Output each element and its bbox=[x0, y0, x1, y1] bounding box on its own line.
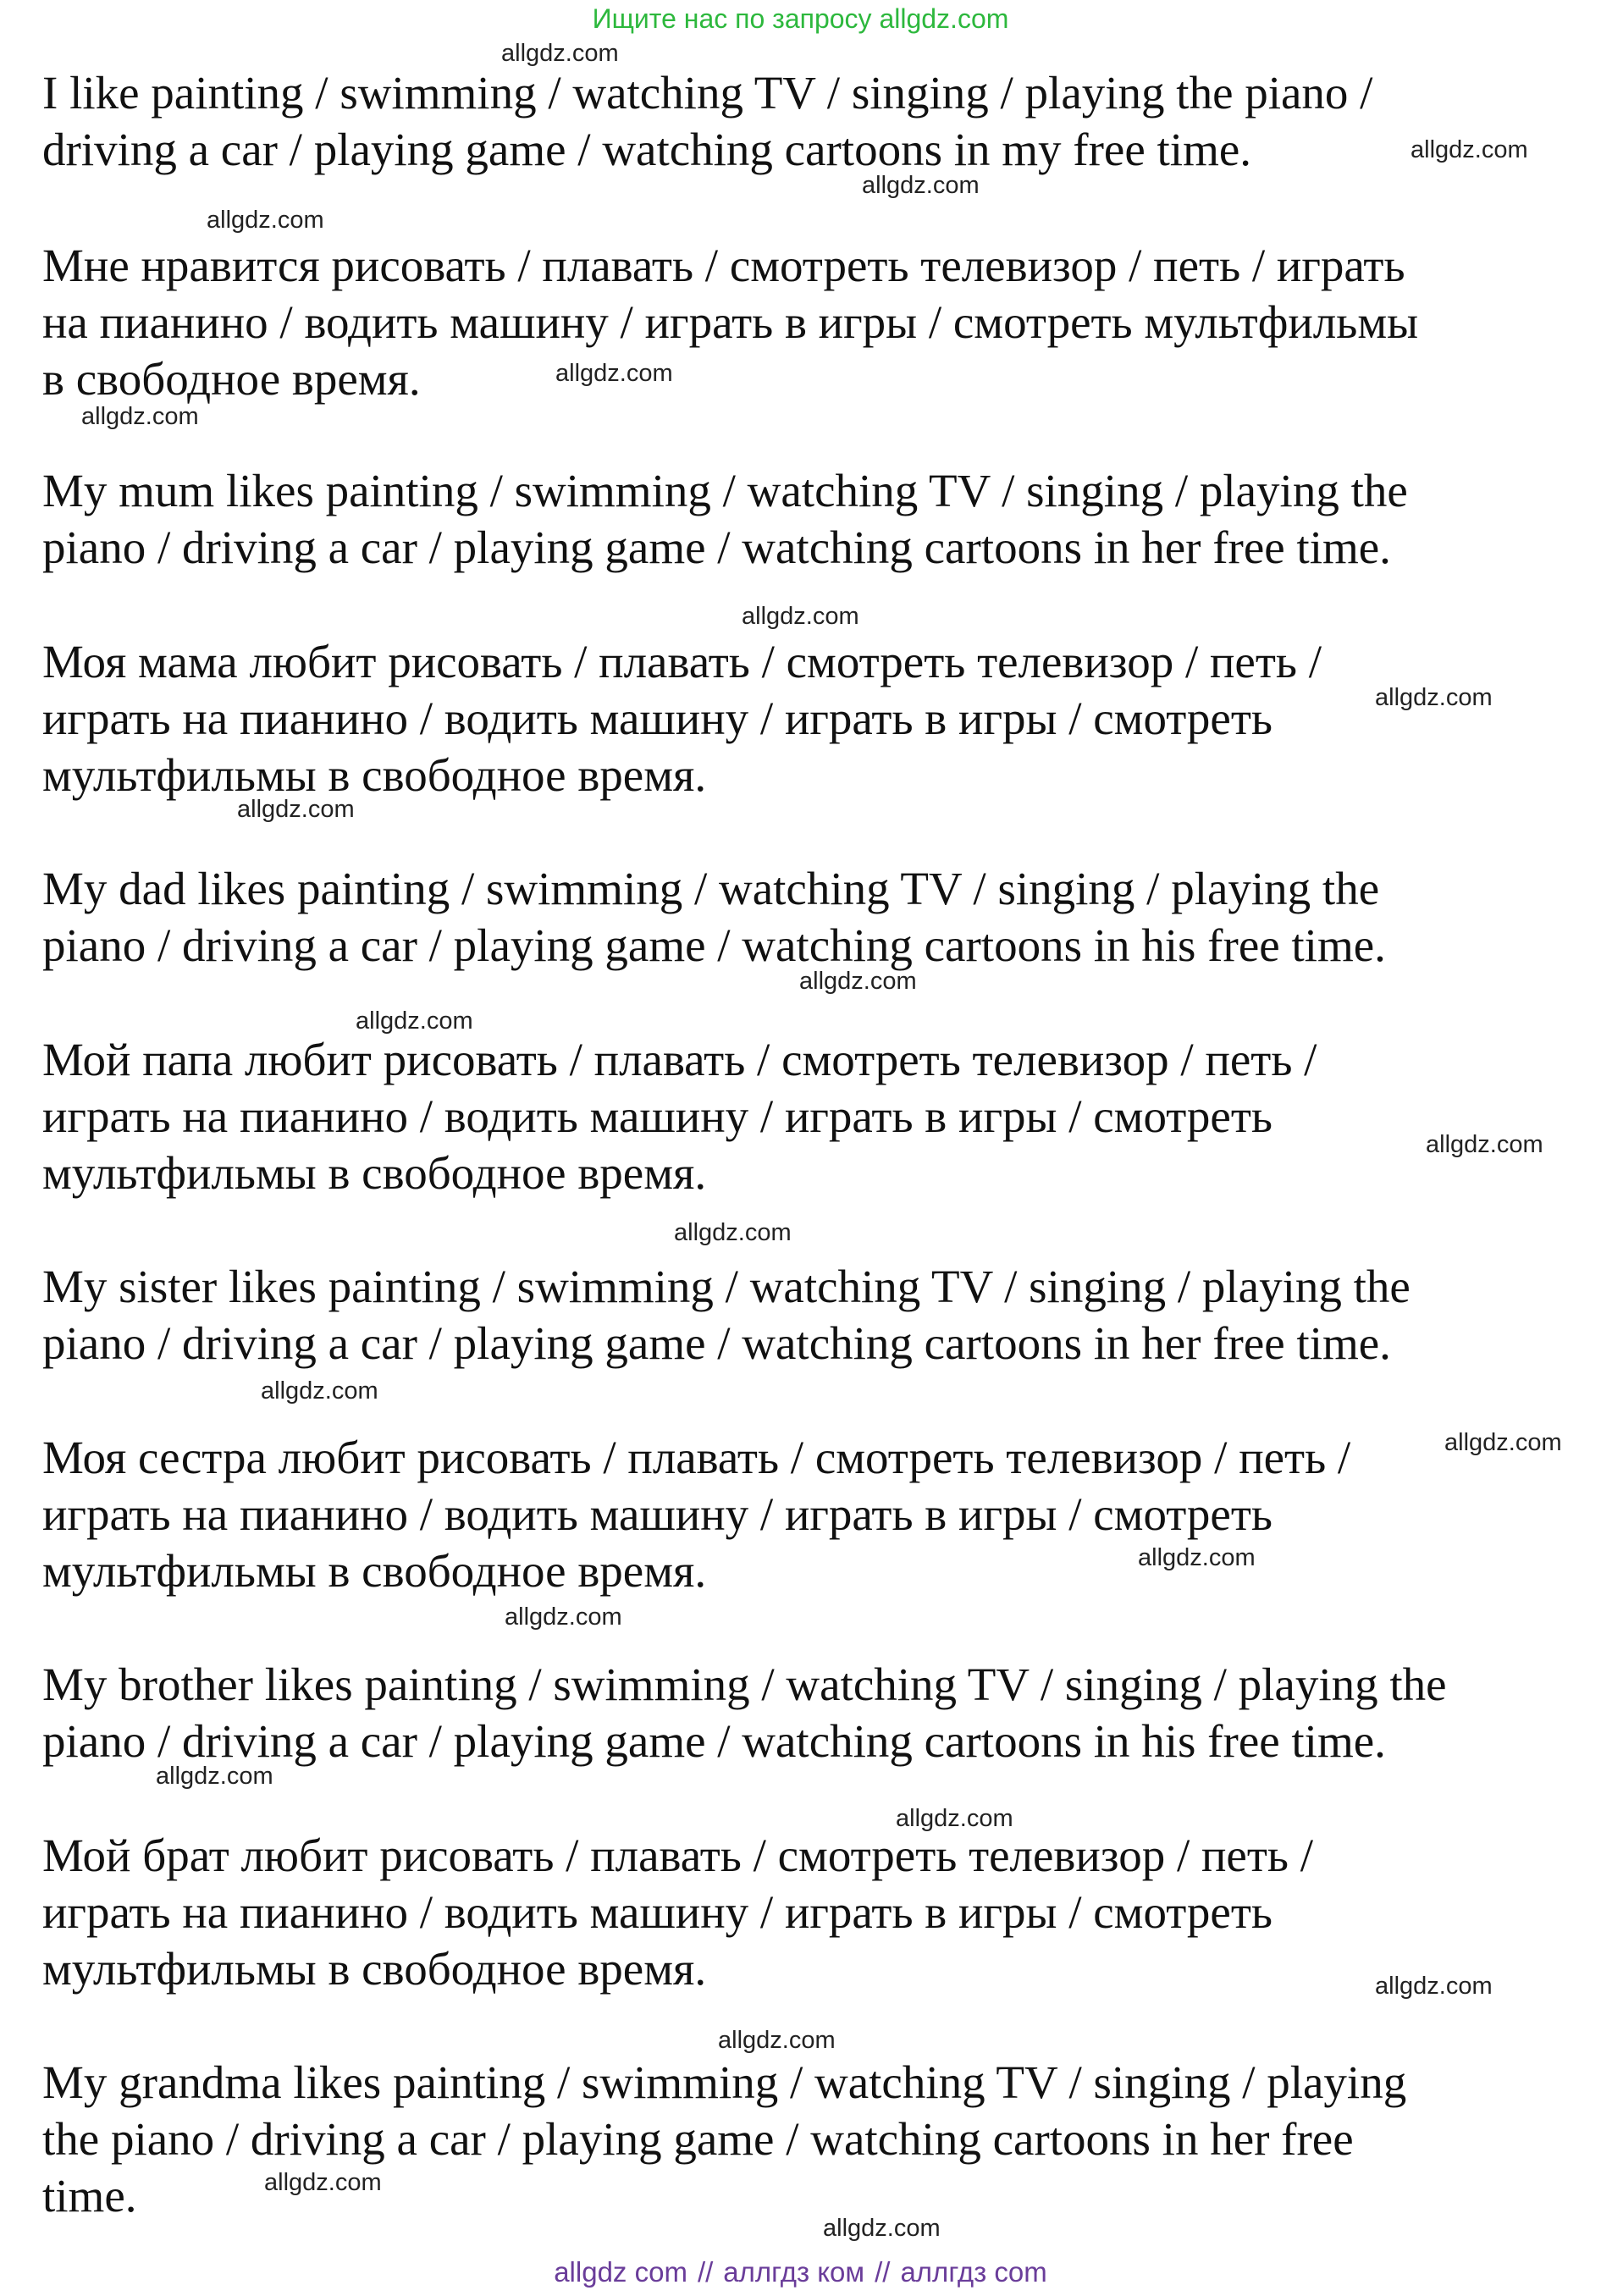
paragraph-2-ru bbox=[42, 633, 1566, 803]
watermark: allgdz.com bbox=[555, 360, 673, 387]
paragraph-5-ru bbox=[42, 1827, 1566, 1997]
text-line: Мне нравится рисовать / плавать / смотреть телевизор / петь / играть bbox=[42, 240, 1405, 291]
footer-link-allgdz-mixed[interactable]: аллгдз com bbox=[900, 2256, 1047, 2288]
paragraph-6-en bbox=[42, 2054, 1566, 2224]
text-line: the piano / driving a car / playing game / watching cartoons in her free bbox=[42, 2113, 1354, 2165]
watermark: allgdz.com bbox=[742, 603, 859, 630]
text-line: в свободное время. bbox=[42, 353, 421, 405]
watermark: allgdz.com bbox=[1138, 1544, 1256, 1571]
text-line: time. bbox=[42, 2170, 137, 2221]
text-line: Мой папа любит рисовать / плавать / смотреть телевизор / петь / bbox=[42, 1034, 1317, 1085]
watermark: allgdz.com bbox=[1426, 1131, 1543, 1158]
watermark: allgdz.com bbox=[505, 1603, 622, 1631]
watermark: allgdz.com bbox=[1375, 684, 1493, 711]
watermark: allgdz.com bbox=[261, 1377, 378, 1405]
paragraph-3-en bbox=[42, 860, 1566, 974]
watermark: allgdz.com bbox=[81, 403, 199, 430]
watermark: allgdz.com bbox=[718, 2027, 836, 2054]
footer-separator: // bbox=[875, 2256, 891, 2288]
paragraph-2-en bbox=[42, 462, 1566, 576]
watermark: allgdz.com bbox=[501, 40, 619, 67]
watermark: allgdz.com bbox=[237, 796, 355, 823]
text-line: piano / driving a car / playing game / watching cartoons in his free time. bbox=[42, 919, 1386, 971]
text-line: мультфильмы в свободное время. bbox=[42, 1943, 707, 1995]
footer-link-allgdz[interactable]: allgdz com bbox=[554, 2256, 687, 2288]
text-line: driving a car / playing game / watching cartoons in my free time. bbox=[42, 124, 1252, 175]
watermark: allgdz.com bbox=[1444, 1429, 1562, 1456]
watermark: allgdz.com bbox=[799, 968, 917, 995]
text-line: My sister likes painting / swimming / watching TV / singing / playing the bbox=[42, 1261, 1411, 1312]
text-line: на пианино / водить машину / играть в игры / смотреть мультфильмы bbox=[42, 296, 1419, 348]
paragraph-1-ru bbox=[42, 237, 1566, 407]
text-line: играть на пианино / водить машину / играть в игры / смотреть bbox=[42, 693, 1273, 744]
watermark: allgdz.com bbox=[156, 1763, 273, 1790]
text-line: мультфильмы в свободное время. bbox=[42, 749, 707, 801]
footer-link-allgdz-ru[interactable]: аллгдз ком bbox=[723, 2256, 865, 2288]
watermark: allgdz.com bbox=[264, 2169, 382, 2196]
footer-separator: // bbox=[697, 2256, 714, 2288]
watermark: allgdz.com bbox=[896, 1805, 1013, 1832]
text-line: играть на пианино / водить машину / играть в игры / смотреть bbox=[42, 1488, 1273, 1540]
watermark: allgdz.com bbox=[1411, 136, 1528, 163]
text-line: мультфильмы в свободное время. bbox=[42, 1147, 707, 1199]
text-line: Мой брат любит рисовать / плавать / смотреть телевизор / петь / bbox=[42, 1830, 1313, 1881]
text-line: piano / driving a car / playing game / watching cartoons in his free time. bbox=[42, 1715, 1386, 1767]
text-line: piano / driving a car / playing game / watching cartoons in her free time. bbox=[42, 522, 1391, 573]
watermark: allgdz.com bbox=[1375, 1973, 1493, 2000]
text-line: My dad likes painting / swimming / watching TV / singing / playing the bbox=[42, 863, 1380, 914]
text-line: I like painting / swimming / watching TV / singing / playing the piano / bbox=[42, 67, 1373, 119]
text-line: Моя мама любит рисовать / плавать / смотреть телевизор / петь / bbox=[42, 636, 1322, 687]
text-line: My brother likes painting / swimming / watching TV / singing / playing the bbox=[42, 1659, 1447, 1710]
text-line: играть на пианино / водить машину / играть в игры / смотреть bbox=[42, 1090, 1273, 1142]
paragraph-5-en bbox=[42, 1656, 1566, 1769]
watermark: allgdz.com bbox=[674, 1219, 792, 1246]
text-line: Моя сестра любит рисовать / плавать / смотреть телевизор / петь / bbox=[42, 1432, 1351, 1483]
watermark: allgdz.com bbox=[823, 2215, 941, 2242]
watermark: allgdz.com bbox=[862, 172, 980, 199]
paragraph-1-en bbox=[42, 64, 1566, 178]
footer-links bbox=[0, 2255, 1601, 2289]
text-line: мультфильмы в свободное время. bbox=[42, 1545, 707, 1597]
paragraph-4-ru bbox=[42, 1429, 1566, 1599]
paragraph-4-en bbox=[42, 1258, 1566, 1372]
watermark: allgdz.com bbox=[356, 1007, 473, 1035]
text-line: играть на пианино / водить машину / играть в игры / смотреть bbox=[42, 1886, 1273, 1938]
text-line: My mum likes painting / swimming / watching TV / singing / playing the bbox=[42, 465, 1408, 516]
text-line: My grandma likes painting / swimming / watching TV / singing / playing bbox=[42, 2056, 1407, 2108]
watermark: allgdz.com bbox=[207, 207, 324, 234]
site-banner[interactable]: Ищите нас по запросу allgdz.com bbox=[592, 3, 1009, 34]
paragraph-3-ru bbox=[42, 1031, 1566, 1201]
text-line: piano / driving a car / playing game / watching cartoons in her free time. bbox=[42, 1317, 1391, 1369]
